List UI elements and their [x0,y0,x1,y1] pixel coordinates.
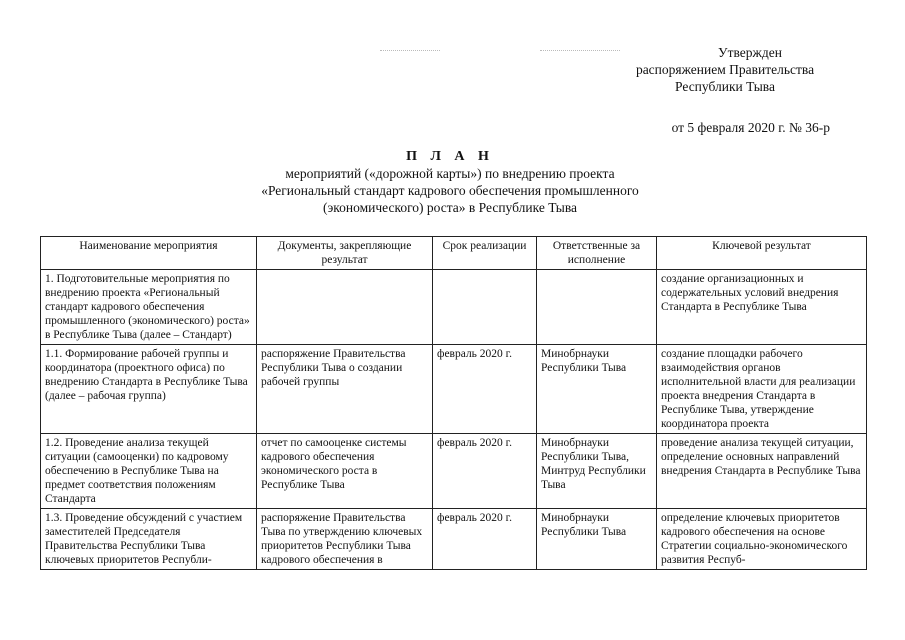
cell-responsible: Минобрнауки Республики Тыва [537,345,657,434]
column-header-result: Ключевой результат [657,237,867,270]
cell-docs: отчет по самооценке системы кадрового обеспечения экономического роста в Республике Тыва [257,434,433,509]
cell-docs: распоряжение Правительства Республики Тыва о создании рабочей группы [257,345,433,434]
table-row [41,345,867,434]
cell-name: 1.2. Проведение анализа текущей ситуации (самооценки) по кадровому обеспечению в Республике Тыва на предмет соответствия положениям Стандарта [41,434,257,509]
column-header-responsible: Ответственные за исполнение [537,237,657,270]
column-header-docs: Документы, закрепляющие результат [257,237,433,270]
cell-term: февраль 2020 г. [433,434,537,509]
column-header-term: Срок реализации [433,237,537,270]
cell-result: создание площадки рабочего взаимодействия органов исполнительной власти для реализации проекта внедрения Стандарта в Республике Тыва, утверждение координатора проекта [657,345,867,434]
approval-block [560,44,890,95]
cell-name: 1. Подготовительные мероприятия по внедрению проекта «Региональный стандарт кадрового обеспечения промышленного (экономического) роста» в Республике Тыва (далее – Стандарт) [41,270,257,345]
cell-result: проведение анализа текущей ситуации, определение основных направлений внедрения Стандарта в Республике Тыва [657,434,867,509]
cell-responsible: Минобрнауки Республики Тыва [537,509,657,570]
title-line-2: «Региональный стандарт кадрового обеспечения промышленного [261,183,639,198]
plan-heading: П Л А Н [406,149,494,164]
cell-result: определение ключевых приоритетов кадрового обеспечения на основе Стратегии социально-экономического развития Респуб- [657,509,867,570]
decree-date: от 5 февраля 2020 г. № 36-р [671,120,830,135]
table-row [41,434,867,509]
cell-name: 1.1. Формирование рабочей группы и координатора (проектного офиса) по внедрению Стандарта в Республике Тыва (далее – рабочая группа) [41,345,257,434]
cell-responsible: Минобрнауки Республики Тыва, Минтруд Республики Тыва [537,434,657,509]
document-title [200,148,700,216]
title-line-3: (экономического) роста» в Республике Тыва [322,200,578,215]
cell-term: февраль 2020 г. [433,345,537,434]
table-row [41,509,867,570]
cell-name: 1.3. Проведение обсуждений с участием заместителей Председателя Правительства Республики Тыва ключевых приоритетов Республи- [41,509,257,570]
cell-result: создание организационных и содержательных условий внедрения Стандарта в Республике Тыва [657,270,867,345]
scan-noise [380,50,440,52]
cell-docs [257,270,433,345]
approved-region: Республики Тыва [675,79,775,94]
title-line-1: мероприятий («дорожной карты») по внедрению проекта [285,166,615,181]
cell-term: февраль 2020 г. [433,509,537,570]
table-row [41,270,867,345]
approved-by: распоряжением Правительства [635,62,815,77]
cell-term [433,270,537,345]
plan-table [40,236,867,570]
cell-responsible [537,270,657,345]
approved-label: Утвержден [718,45,782,60]
table-header-row [41,237,867,270]
cell-docs: распоряжение Правительства Тыва по утверждению ключевых приоритетов Республики Тыва кадрового обеспечения в [257,509,433,570]
column-header-name: Наименование мероприятия [41,237,257,270]
